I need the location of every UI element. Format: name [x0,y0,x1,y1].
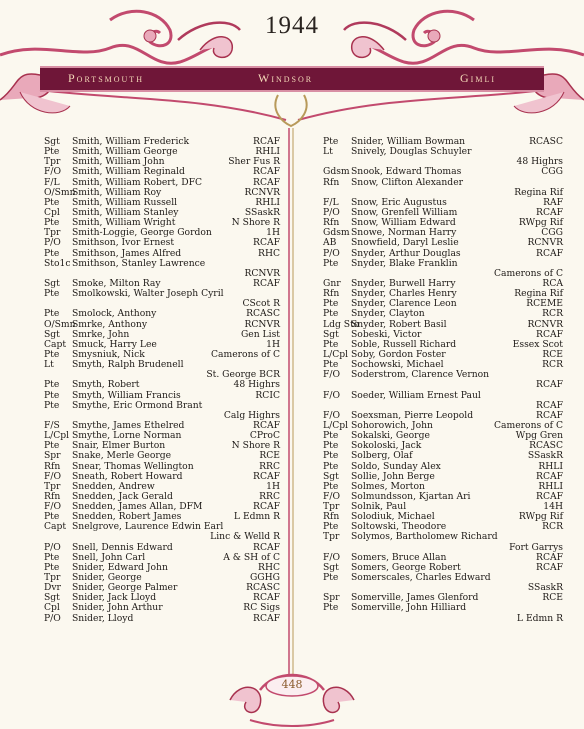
entry-rank: L/Cpl [323,348,349,360]
entry-name: Smith, William Stanley [72,206,179,218]
entry-unit: GGHG [249,572,280,584]
entry-rank: Pte [44,146,60,158]
entry-unit: RCE [259,450,280,462]
entry-unit: 1H [266,480,280,492]
entry-name: Smithson, James Alfred [72,247,182,259]
roll-entry [323,614,563,624]
banner-center-label: Windsor [258,71,314,85]
entry-unit: Linc & Welld R [210,531,280,543]
entry-unit: RCAF [536,561,563,573]
entry-name: Snow, Eric Augustus [351,196,447,208]
entry-unit: Sher Fus R [228,156,280,168]
bottom-scroll-ornament [220,660,364,729]
entry-rank: Tpr [44,572,61,584]
entry-rank: Tpr [44,156,61,168]
entry-rank: Sgt [44,592,60,604]
entry-rank: P/O [323,247,340,259]
entry-name: Smith, William George [72,146,178,158]
entry-name: Smoke, Milton Ray [72,277,161,289]
entry-name: Sobeski, Victor [351,328,422,340]
entry-rank: Pte [44,399,60,411]
entry-unit: RHC [258,247,280,259]
entry-rank: Pte [323,298,339,310]
entry-name: Smolkowski, Walter Joseph Cyril [72,288,224,300]
entry-rank: F/O [323,389,341,401]
entry-rank: Pte [44,217,60,229]
roll-entry [323,573,563,583]
entry-unit: RCAF [253,592,280,604]
entry-rank: Rfn [323,288,340,300]
entry-unit: CScot R [242,298,280,310]
entry-unit: RHLI [255,196,280,208]
entry-name: Smythe, Eric Ormond Brant [72,399,203,411]
entry-unit: RCAF [253,470,280,482]
entry-unit: N Shore R [231,440,280,452]
entry-unit: RCAF [536,490,563,502]
entry-unit: RCR [542,521,563,533]
entry-name: Smithson, Stanley Lawrence [72,257,206,269]
entry-name: Snedden, James Allan, DFM [72,501,203,513]
entry-unit: RHLI [255,146,280,158]
entry-rank: Pte [44,561,60,573]
entry-rank: Gdsm [323,227,350,239]
entry-unit: RCE [542,348,563,360]
entry-unit: RCIC [255,389,280,401]
entry-name: Solmes, Morton [351,480,425,492]
entry-unit: Camerons of C [210,348,280,360]
entry-rank: Pte [44,511,60,523]
entry-name: Soexsman, Pierre Leopold [351,409,474,421]
entry-rank: F/O [44,166,62,178]
entry-rank: Tpr [44,480,61,492]
entry-rank: O/Smn [44,318,76,330]
entry-unit: CGG [541,227,563,239]
entry-name: Smith, William Robert, DFC [72,176,203,188]
entry-unit: RCAF [536,470,563,482]
entry-unit: RCNVR [244,186,280,198]
entry-rank: Pte [323,257,339,269]
entry-rank: P/O [44,541,61,553]
entry-rank: Pte [44,196,60,208]
page-number: 448 [281,678,303,691]
entry-unit: Regina Rif [514,288,563,300]
entry-unit: 1H [266,227,280,239]
entry-unit: 14H [543,501,563,513]
entry-name: Sollie, John Berge [351,470,435,482]
entry-rank: Sgt [44,277,60,289]
entry-name: Solymos, Bartholomew Richard [351,531,498,543]
entry-name: Snelgrove, Laurence Edwin Earl [72,521,224,533]
entry-name: Smythe, James Ethelred [72,419,185,431]
entry-name: Snively, Douglas Schuyler [351,146,472,158]
entry-name: Snyder, Charles Henry [351,288,457,300]
entry-rank: Pte [323,602,339,614]
entry-rank: Pte [323,338,339,350]
roll-entry [323,451,563,461]
entry-rank: Pte [44,389,60,401]
entry-unit: RWpg Rif [518,511,563,523]
entry-rank: Pte [44,348,60,360]
entry-name: Somerscales, Charles Edward [351,572,491,584]
entry-rank: Rfn [323,176,340,188]
entry-name: Snider, John Arthur [72,602,163,614]
entry-name: Somerville, John Hilliard [351,602,467,614]
entry-rank: Cpl [44,602,60,614]
entry-unit: 48 Highrs [516,156,563,168]
entry-name: Sokalski, George [351,430,430,442]
entry-name: Snow, Clifton Alexander [351,176,464,188]
entry-rank: Pte [323,359,339,371]
entry-name: Sokoloski, Jack [351,440,422,452]
entry-name: Smyth, William Francis [72,389,181,401]
entry-rank: Sgt [323,328,339,340]
entry-name: Snair, Elmer Burton [72,440,166,452]
entry-rank: Capt [44,338,67,350]
entry-rank: Cpl [44,206,60,218]
entry-rank: Gdsm [323,166,350,178]
entry-rank: L/Cpl [44,430,70,442]
entry-unit: Gen List [240,328,280,340]
entry-rank: Pte [323,136,339,147]
entry-name: Smith-Loggie, George Gordon [72,227,212,239]
entry-name: Snake, Merle George [72,450,172,462]
entry-unit: RHLI [538,480,563,492]
entry-rank: F/O [44,470,62,482]
entry-rank: F/O [323,490,341,502]
left-name-column [44,137,280,624]
entry-unit: RCAF [536,409,563,421]
entry-rank: Pte [323,450,339,462]
banner-right-label: Gimli [460,71,496,85]
entry-name: Snyder, Burwell Harry [351,277,456,289]
entry-unit: A & SH of C [223,551,280,563]
entry-unit: RCAF [536,328,563,340]
entry-unit: RCNVR [527,318,563,330]
entry-name: Snear, Thomas Wellington [72,460,194,472]
roll-entry [44,451,280,461]
roll-entry [44,309,280,319]
entry-rank: F/O [44,501,62,513]
entry-name: Smith, William Reginald [72,166,185,178]
entry-unit: RHLI [538,460,563,472]
entry-rank: Pte [44,247,60,259]
entry-rank: Pte [44,308,60,320]
entry-name: Soeder, William Ernest Paul [351,389,481,401]
entry-rank: Ldg Sto [323,318,360,330]
entry-name: Snyder, Blake Franklin [351,257,458,269]
entry-rank: Sgt [44,328,60,340]
entry-rank: Pte [323,308,339,320]
entry-name: Soble, Russell Richard [351,338,457,350]
entry-name: Sochowski, Michael [351,359,444,371]
entry-name: Soldo, Sunday Alex [351,460,441,472]
entry-name: Somers, Bruce Allan [351,551,447,563]
entry-rank: Pte [323,440,339,452]
entry-unit: Essex Scot [512,338,563,350]
column-divider [286,128,296,676]
entry-name: Smrke, Anthony [72,318,148,330]
entry-rank: Pte [44,288,60,300]
entry-name: Snyder, Arthur Douglas [351,247,461,259]
entry-rank: Pte [44,440,60,452]
entry-unit: RCAF [253,176,280,188]
entry-rank: F/S [44,419,60,431]
entry-rank: Pte [44,551,60,563]
entry-unit: Regina Rif [514,186,563,198]
entry-rank: L/Cpl [323,419,349,431]
entry-name: Smrke, John [72,328,130,340]
entry-rank: Sto1c [44,257,71,269]
entry-rank: P/O [323,206,340,218]
entry-rank: Tpr [44,227,61,239]
entry-name: Smuck, Harry Lee [72,338,157,350]
banner-left-label: Portsmouth [68,71,144,85]
entry-unit: CGG [541,166,563,178]
entry-unit: RRC [259,460,280,472]
entry-unit: RCNVR [244,267,280,279]
entry-unit: RCE [542,592,563,604]
entry-rank: Capt [44,521,67,533]
entry-rank: Rfn [323,217,340,229]
entry-unit: RCNVR [244,318,280,330]
entry-name: Smith, William Frederick [72,136,190,147]
entry-rank: F/O [323,409,341,421]
entry-name: Snowfield, Daryl Leslie [351,237,459,249]
entry-unit: RCASC [529,136,563,147]
entry-unit: RAF [543,196,563,208]
entry-unit: L Edmn R [516,612,563,624]
location-banner [40,66,544,92]
entry-rank: AB [323,237,337,249]
entry-name: Snedden, Jack Gerald [72,490,173,502]
entry-rank: Pte [323,480,339,492]
entry-name: Somerville, James Glenford [351,592,479,604]
entry-name: Soderstrom, Clarence Vernon [351,369,490,381]
entry-rank: Sgt [323,561,339,573]
entry-name: Snider, George Palmer [72,582,178,594]
entry-unit: RCNVR [527,237,563,249]
entry-rank: Gnr [323,277,341,289]
entry-rank: Rfn [44,490,61,502]
entry-name: Smith, William Roy [72,186,162,198]
entry-unit: Camerons of C [493,267,563,279]
entry-unit: Fort Garrys [509,541,563,553]
entry-rank: Pte [323,460,339,472]
entry-rank: F/O [323,369,341,381]
entry-name: Snyder, Clarence Leon [351,298,457,310]
entry-name: Snell, Dennis Edward [72,541,173,553]
entry-rank: Tpr [323,501,340,513]
entry-name: Sneath, Robert Howard [72,470,183,482]
entry-name: Snider, Edward John [72,561,168,573]
entry-name: Smithson, Ivor Ernest [72,237,175,249]
entry-rank: F/L [44,176,60,188]
entry-name: Smolock, Anthony [72,308,157,320]
entry-name: Snow, William Edward [351,217,456,229]
entry-name: Snook, Edward Thomas [351,166,462,178]
entry-name: Snider, William Bowman [351,136,466,147]
entry-unit: L Edmn R [233,511,280,523]
entry-unit: RHC [258,561,280,573]
entry-unit: RCR [542,308,563,320]
roll-entry [323,391,563,401]
entry-name: Snowe, Norman Harry [351,227,457,239]
entry-unit: RCEME [526,298,563,310]
entry-unit: RCR [542,359,563,371]
entry-rank: Pte [44,379,60,391]
roll-entry [323,380,563,390]
entry-name: Snider, Lloyd [72,612,134,624]
entry-name: Snedden, Robert James [72,511,182,523]
entry-name: Solnik, Paul [351,501,407,513]
entry-unit: SSaskR [527,450,563,462]
entry-rank: O/Smn [44,186,76,198]
roll-entry [44,380,280,390]
entry-unit: RRC [259,490,280,502]
entry-unit: RCA [542,277,563,289]
entry-unit: N Shore R [231,217,280,229]
entry-name: Somers, George Robert [351,561,461,573]
entry-name: Snyder, Robert Basil [351,318,447,330]
entry-rank: Lt [323,146,333,158]
entry-unit: RCASC [246,582,280,594]
entry-unit: RCAF [253,541,280,553]
entry-name: Smith, William Wright [72,217,176,229]
entry-rank: Sgt [323,470,339,482]
entry-name: Smyth, Ralph Brudenell [72,359,184,371]
entry-unit: SSaskR [527,582,563,594]
entry-unit: RCAF [536,206,563,218]
entry-name: Smysniuk, Nick [72,348,145,360]
entry-rank: Pte [323,430,339,442]
entry-rank: Sgt [44,136,60,147]
entry-rank: Pte [323,572,339,584]
entry-unit: RCAF [536,379,563,391]
roll-entry [323,309,563,319]
entry-name: Solmundsson, Kjartan Ari [351,490,471,502]
entry-rank: P/O [44,237,61,249]
entry-unit: RCAF [253,501,280,513]
entry-name: Smith, William Russell [72,196,178,208]
entry-name: Snider, Jack Lloyd [72,592,157,604]
entry-unit: RCAF [536,551,563,563]
right-name-column [323,137,563,624]
roll-entry [44,614,280,624]
entry-unit: 1H [266,338,280,350]
entry-rank: F/O [323,551,341,563]
entry-name: Soby, Gordon Foster [351,348,446,360]
entry-unit: RCAF [253,136,280,147]
entry-name: Solberg, Olaf [351,450,413,462]
entry-rank: Spr [323,592,340,604]
entry-name: Snow, Grenfell William [351,206,458,218]
entry-rank: Pte [323,521,339,533]
entry-unit: RC Sigs [243,602,280,614]
entry-rank: Rfn [44,460,61,472]
entry-rank: F/L [323,196,339,208]
entry-unit: RCAF [253,612,280,624]
entry-unit: St. George BCR [206,369,280,381]
entry-name: Snell, John Carl [72,551,146,563]
entry-rank: Spr [44,450,61,462]
entry-unit: RWpg Rif [518,217,563,229]
entry-unit: Camerons of C [493,419,563,431]
entry-rank: Lt [44,359,54,371]
entry-rank: P/O [44,612,61,624]
entry-unit: RCAF [253,277,280,289]
entry-name: Snyder, Clayton [351,308,425,320]
entry-name: Soltowski, Theodore [351,521,447,533]
entry-name: Solodiuk, Michael [351,511,435,523]
entry-unit: RCASC [529,440,563,452]
entry-name: Sohorowich, John [351,419,433,431]
entry-rank: Tpr [323,531,340,543]
entry-unit: RCASC [246,308,280,320]
entry-unit: SSaskR [244,206,280,218]
entry-unit: Wpg Gren [515,430,563,442]
year-heading: 1944 [265,12,319,39]
entry-name: Smith, William John [72,156,165,168]
entry-name: Smyth, Robert [72,379,140,391]
entry-unit: RCAF [536,247,563,259]
entry-unit: RCAF [253,166,280,178]
entry-unit: RCAF [253,419,280,431]
entry-name: Snider, George [72,572,142,584]
entry-unit: Calg Highrs [223,409,280,421]
entry-rank: Rfn [323,511,340,523]
roll-entry [323,370,563,380]
entry-name: Snedden, Andrew [72,480,155,492]
entry-rank: Dvr [44,582,61,594]
entry-unit: RCAF [253,237,280,249]
entry-name: Smythe, Lorne Norman [72,430,182,442]
entry-unit: RCAF [536,399,563,411]
entry-unit: 48 Highrs [233,379,280,391]
entry-unit: CProC [249,430,280,442]
